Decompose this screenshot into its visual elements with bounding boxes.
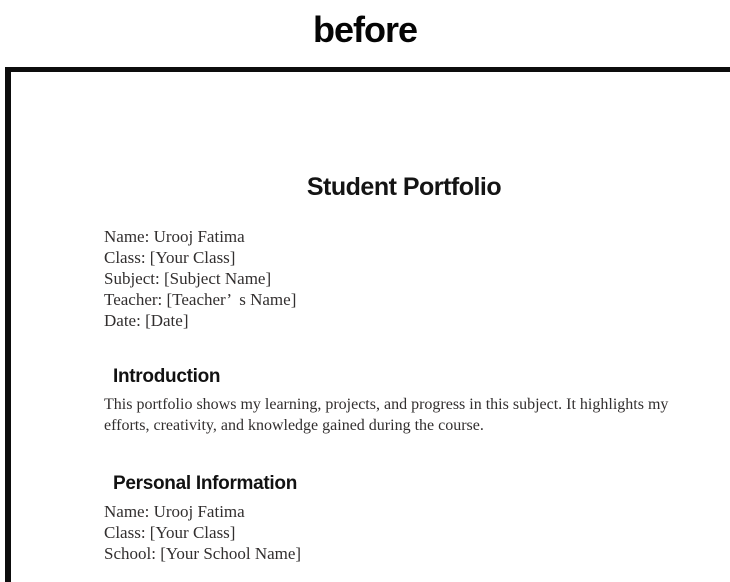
section-heading-personal-information: Personal Information xyxy=(113,473,298,494)
paragraph-line: This portfolio shows my learning, projects, and progress in this subject. It highlights my xyxy=(104,396,669,413)
info-line-subject: Subject: [Subject Name] xyxy=(104,269,272,288)
section-body-personal-information xyxy=(104,501,704,564)
info-line-class: Class: [Your Class] xyxy=(104,248,236,267)
info-line-name: Name: Urooj Fatima xyxy=(104,227,245,246)
before-label: before xyxy=(312,9,418,50)
document-title: Student Portfolio xyxy=(306,173,502,201)
info-line-school: School: [Your School Name] xyxy=(104,544,302,563)
paragraph-line: efforts, creativity, and knowledge gained during the course. xyxy=(104,417,484,434)
info-line-date: Date: [Date] xyxy=(104,311,189,330)
section-body-introduction xyxy=(104,394,704,436)
document-content xyxy=(104,172,704,564)
info-line-class: Class: [Your Class] xyxy=(104,523,236,542)
info-line-teacher: Teacher: [Teacher’ s Name] xyxy=(104,290,297,309)
document-page xyxy=(5,67,730,582)
section-heading-introduction: Introduction xyxy=(113,366,221,387)
header-info-block xyxy=(104,226,704,331)
info-line-name: Name: Urooj Fatima xyxy=(104,502,245,521)
